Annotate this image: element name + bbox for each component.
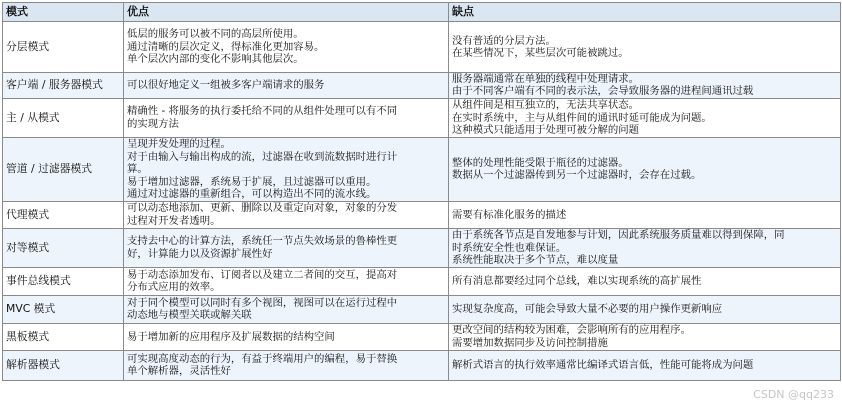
pros-line: 可以很好地定义一组被多客户端请求的服务 bbox=[127, 79, 325, 92]
cons-line: 整体的处理性能受限于瓶径的过滤器。 bbox=[452, 156, 629, 169]
watermark: CSDN @qq233 bbox=[753, 388, 834, 401]
pros-line: 好，计算能力以及资源扩展性好 bbox=[127, 247, 273, 260]
table-row bbox=[3, 73, 841, 99]
header-cons: 缺点 bbox=[449, 3, 841, 22]
header-pros: 优点 bbox=[124, 3, 449, 22]
cons-cell bbox=[449, 228, 841, 267]
cons-line: 由于系统各节点是自发地参与计划，因此系统服务质量难以得到保障，同 bbox=[452, 229, 785, 242]
table-row bbox=[3, 22, 841, 73]
table-row bbox=[3, 98, 841, 137]
cons-line: 服务器端通常在单独的线程中处理请求。 bbox=[452, 73, 640, 85]
table-row bbox=[3, 228, 841, 267]
cons-line: 解析式语言的执行效率通常比编译式语言低，性能可能将成为问题 bbox=[452, 359, 754, 372]
pattern-name-cell: 对等模式 bbox=[3, 228, 124, 267]
cons-cell bbox=[449, 98, 841, 137]
pattern-name-cell: 解析器模式 bbox=[3, 350, 124, 380]
table-row bbox=[3, 267, 841, 295]
cons-cell bbox=[449, 137, 841, 201]
pros-line: 可以动态地添加、更新、删除以及重定向对象，对象的分发 bbox=[127, 202, 398, 215]
pros-cell bbox=[124, 350, 449, 380]
cons-line: 从组件间是相互独立的，无法共享状态。 bbox=[452, 99, 640, 112]
cons-line: 在实时系统中，主与从组件间的通讯时延可能成为问题。 bbox=[452, 111, 712, 124]
pros-line: 单个解析器，灵活性好 bbox=[127, 365, 231, 378]
pros-cell bbox=[124, 201, 449, 228]
pros-line: 支持去中心的计算方法，系统任一节点失效场景的鲁棒性更 bbox=[127, 235, 398, 248]
pattern-name-cell: 代理模式 bbox=[3, 201, 124, 228]
pros-cell bbox=[124, 323, 449, 350]
pros-line: 的实现方法 bbox=[127, 117, 179, 130]
pattern-name-cell: 分层模式 bbox=[3, 22, 124, 73]
pattern-name-cell: 黑板模式 bbox=[3, 323, 124, 350]
table-row bbox=[3, 137, 841, 201]
cons-cell bbox=[449, 73, 841, 99]
cons-line: 系统性能取决于多个节点，难以度量 bbox=[452, 254, 619, 267]
table-row bbox=[3, 350, 841, 380]
cons-cell bbox=[449, 22, 841, 73]
cons-cell bbox=[449, 350, 841, 380]
cons-line: 由于不同客户端有不同的表示法，会导致服务器的进程间通讯过载 bbox=[452, 85, 754, 98]
cons-line: 更改空间的结构较为困难，会影响所有的应用程序。 bbox=[452, 324, 691, 337]
pattern-name-cell: MVC 模式 bbox=[3, 295, 124, 323]
cons-line: 实现复杂度高，可能会导致大量不必要的用户操作更新响应 bbox=[452, 303, 723, 316]
table-row bbox=[3, 323, 841, 350]
pros-line: 过程对开发者透明。 bbox=[127, 214, 221, 227]
cons-line: 需要增加数据同步及访问控制措施 bbox=[452, 336, 608, 349]
pros-line: 呈现并发处理的过程。 bbox=[127, 138, 231, 151]
pattern-name-cell: 管道 / 过滤器模式 bbox=[3, 137, 124, 201]
pros-line: 对于同个模型可以同时有多个视图，视图可以在运行过程中 bbox=[127, 296, 398, 309]
cons-cell bbox=[449, 295, 841, 323]
cons-line: 这种模式只能适用于处理可被分解的问题 bbox=[452, 124, 640, 137]
pros-cell bbox=[124, 73, 449, 99]
pattern-name-cell: 主 / 从模式 bbox=[3, 98, 124, 137]
cons-cell bbox=[449, 267, 841, 295]
pros-cell bbox=[124, 267, 449, 295]
cons-line: 数据从一个过滤器传到另一个过滤器时，会存在过载。 bbox=[452, 169, 702, 182]
cons-cell bbox=[449, 323, 841, 350]
pattern-name-cell: 事件总线模式 bbox=[3, 267, 124, 295]
pros-line: 对于由输入与输出构成的流，过滤器在收到流数据时进行计 bbox=[127, 150, 398, 163]
table-row bbox=[3, 295, 841, 323]
header-pattern: 模式 bbox=[3, 3, 124, 22]
pros-line: 精确性 - 将服务的执行委托给不同的从组件处理可以有不同 bbox=[127, 105, 398, 118]
table-header-row bbox=[3, 3, 841, 22]
pattern-name-cell: 客户端 / 服务器模式 bbox=[3, 73, 124, 99]
pros-line: 通过清晰的层次定义，得标准化更加容易。 bbox=[127, 40, 325, 53]
cons-line: 时系统安全性也难保证。 bbox=[452, 241, 567, 254]
pattern-comparison-table bbox=[2, 2, 841, 381]
pros-line: 可实现高度动态的行为，有益于终端用户的编程，易于替换 bbox=[127, 352, 398, 365]
pros-line: 易于增加过滤器，系统易于扩展，且过滤器可以重用。 bbox=[127, 175, 377, 188]
pros-cell bbox=[124, 295, 449, 323]
pros-cell bbox=[124, 137, 449, 201]
pros-line: 通过对过滤器的重新组合，可以构造出不同的流水线。 bbox=[127, 187, 377, 200]
pros-line: 易于增加新的应用程序及扩展数据的结构空间 bbox=[127, 330, 335, 343]
pros-line: 易于动态添加发布、订阅者以及建立二者间的交互，提高对 bbox=[127, 268, 398, 281]
pros-line: 低层的服务可以被不同的高层所使用。 bbox=[127, 28, 304, 41]
cons-cell bbox=[449, 201, 841, 228]
cons-line: 没有普适的分层方法。 bbox=[452, 34, 556, 47]
pros-line: 动态地与模型关联或解关联 bbox=[127, 309, 252, 322]
pros-cell bbox=[124, 22, 449, 73]
pros-cell bbox=[124, 98, 449, 137]
cons-line: 所有消息都要经过同个总线，难以实现系统的高扩展性 bbox=[452, 275, 702, 288]
pros-line: 分布式应用的效率。 bbox=[127, 281, 221, 294]
cons-line: 需要有标准化服务的描述 bbox=[452, 208, 567, 221]
pros-cell bbox=[124, 228, 449, 267]
pros-line: 算。 bbox=[127, 163, 148, 176]
table-row bbox=[3, 201, 841, 228]
cons-line: 在某些情况下，某些层次可能被跳过。 bbox=[452, 47, 629, 59]
pros-line: 单个层次内部的变化不影响其他层次。 bbox=[127, 53, 304, 66]
